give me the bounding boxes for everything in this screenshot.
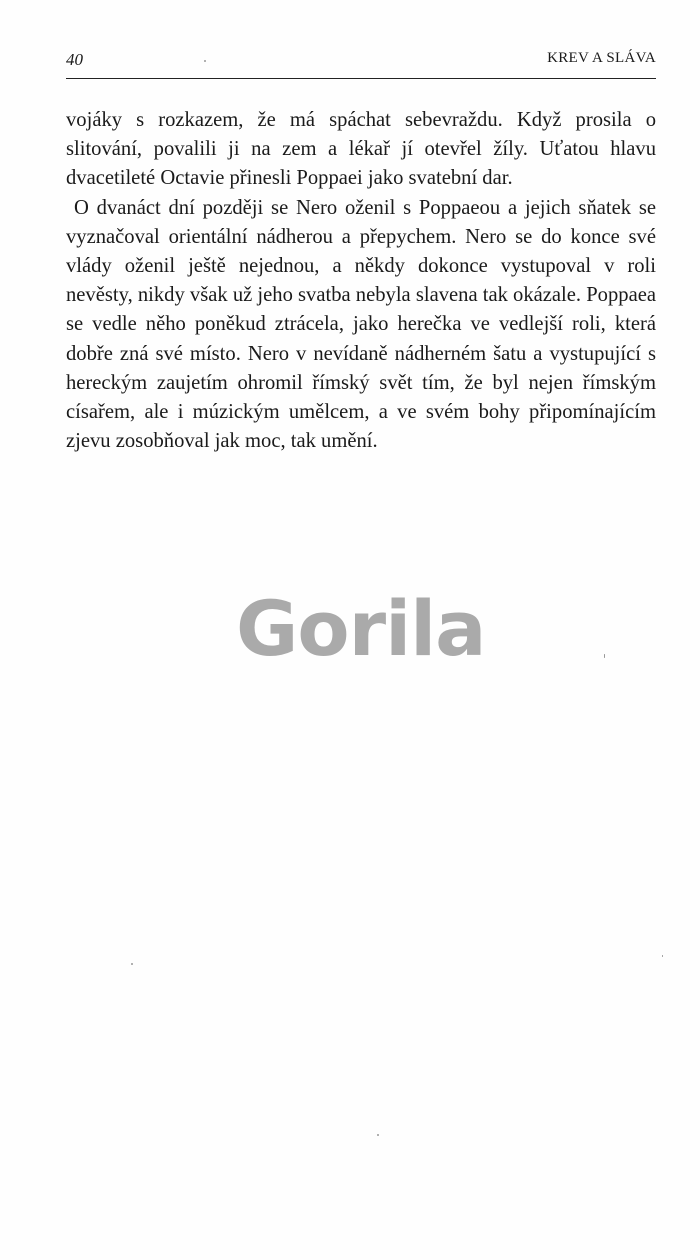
page-header xyxy=(66,50,656,72)
page-number: 40 xyxy=(66,50,83,69)
running-title: KREV A SLÁVA xyxy=(547,50,656,66)
scan-speck xyxy=(131,963,133,965)
paragraph-1: vojáky s rozkazem, že má spáchat sebevraždu. Když prosila o slitování, povalili ji na zem a lékař jí otevřel žíly. Uťatou hlavu dvacetileté Octavie přinesli Poppaei jako svatební dar. xyxy=(66,109,656,190)
scan-speck xyxy=(662,955,663,957)
header-rule xyxy=(66,78,656,79)
body-text xyxy=(66,106,656,456)
watermark-logo: Gorila xyxy=(236,584,486,673)
paragraph-2: O dvanáct dní později se Nero oženil s Poppaeou a jejich sňatek se vyznačoval orientální nádherou a přepychem. Nero se do konce své vlády oženil ještě nejednou, a někdy dokonce vystupoval v roli nevěsty, nikdy však už jeho svatba nebyla slavena tak okázale. Poppaea se vedle něho poněkud ztrácela, jako herečka ve vedlejší roli, která dobře zná své místo. Nero v nevídaně nádherném šatu a vystupující s hereckým zaujetím ohromil římský svět tím, že byl nejen římským císařem, ale i múzickým umělcem, a ve svém bohy připomínajícím zjevu zosobňoval jak moc, tak umění. xyxy=(66,196,656,453)
scan-speck xyxy=(604,654,605,658)
scan-speck xyxy=(377,1134,379,1136)
scan-speck xyxy=(204,60,206,62)
